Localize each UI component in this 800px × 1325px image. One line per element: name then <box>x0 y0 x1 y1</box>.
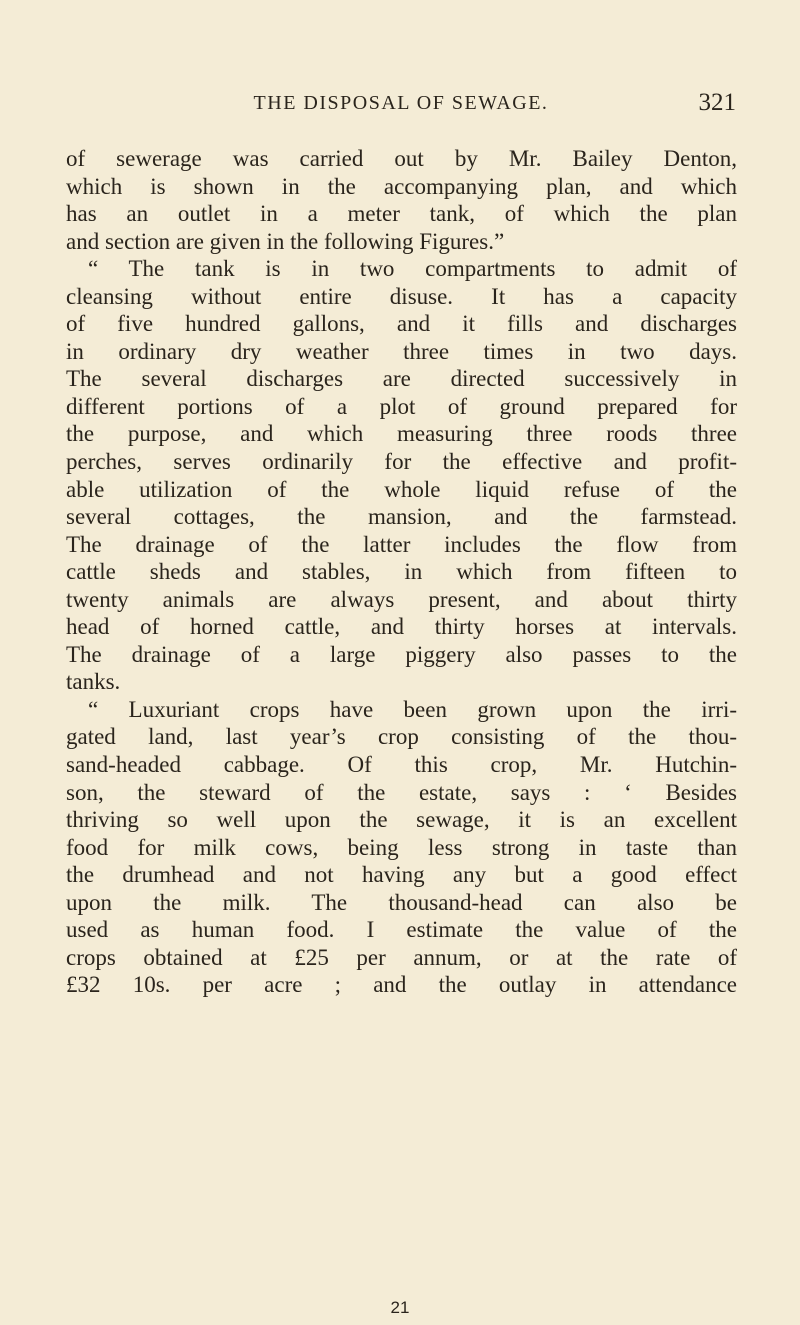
text-line: the drumhead and not having any but a good effect <box>66 862 737 888</box>
text-line: tanks. <box>66 669 121 695</box>
body-text <box>66 145 737 999</box>
text-line: head of horned cattle, and thirty horses at intervals. <box>66 614 737 640</box>
text-line: The drainage of the latter includes the flow from <box>66 531 737 557</box>
text-line: gated land, last year’s crop consisting of the thou- <box>66 724 737 750</box>
text-line: “ The tank is in two compartments to admit of <box>88 256 737 282</box>
text-line: in ordinary dry weather three times in two days. <box>66 338 737 364</box>
signature-mark: 21 <box>390 1298 410 1317</box>
text-line: cleansing without entire disuse. It has a capacity <box>66 283 737 309</box>
text-line: which is shown in the accompanying plan, and which <box>66 173 737 199</box>
running-head <box>66 89 736 122</box>
text-line: son, the steward of the estate, says : ‘ Besides <box>66 779 737 805</box>
text-line: The several discharges are directed successively in <box>66 366 737 392</box>
text-line: The drainage of a large piggery also passes to the <box>66 641 737 667</box>
text-line: crops obtained at £25 per annum, or at the rate of <box>66 944 737 970</box>
text-line: “ Luxuriant crops have been grown upon the irri- <box>88 696 737 722</box>
text-line: twenty animals are always present, and about thirty <box>66 586 737 612</box>
text-line: and section are given in the following Figures.” <box>66 228 505 254</box>
page-number: 321 <box>698 89 736 116</box>
text-line: of sewerage was carried out by Mr. Bailey Denton, <box>66 146 737 171</box>
text-line: different portions of a plot of ground prepared for <box>66 393 737 419</box>
text-line: thriving so well upon the sewage, it is an excellent <box>66 807 737 833</box>
text-line: food for milk cows, being less strong in taste than <box>66 834 737 860</box>
text-line: sand-headed cabbage. Of this crop, Mr. Hutchin- <box>66 752 737 778</box>
running-title: THE DISPOSAL OF SEWAGE. <box>253 92 549 114</box>
text-line: cattle sheds and stables, in which from fifteen to <box>66 559 737 585</box>
text-line: of five hundred gallons, and it fills and discharges <box>66 311 737 337</box>
text-line: £32 10s. per acre ; and the outlay in attendance <box>66 972 737 998</box>
text-line: able utilization of the whole liquid refuse of the <box>66 476 737 502</box>
text-line: upon the milk. The thousand-head can also be <box>66 889 737 915</box>
text-line: has an outlet in a meter tank, of which the plan <box>66 201 737 227</box>
text-line: the purpose, and which measuring three roods three <box>66 421 737 447</box>
text-line: several cottages, the mansion, and the farmstead. <box>66 504 737 530</box>
text-line: used as human food. I estimate the value of the <box>66 917 737 943</box>
text-line: perches, serves ordinarily for the effective and profit- <box>66 449 737 475</box>
